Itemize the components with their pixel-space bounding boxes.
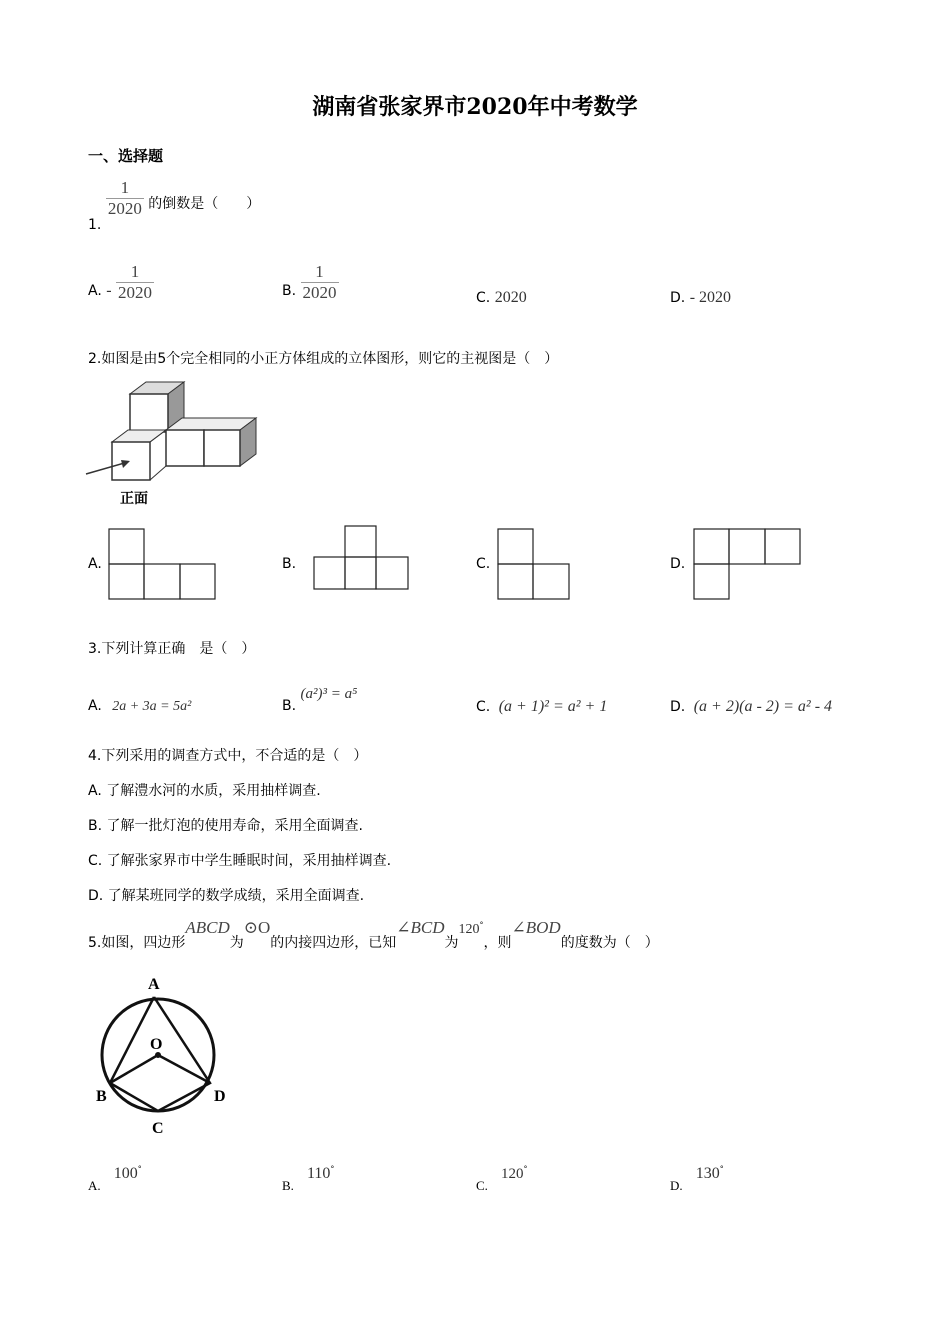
option-a[interactable]: A. 2a + 3a = 5a² [88, 698, 192, 714]
question-number: 2. [88, 351, 102, 367]
question-number: 1. [88, 216, 102, 233]
fraction: $\frac{1}{2020}$ [302, 262, 337, 302]
question-2 [88, 348, 558, 368]
circle-figure [92, 975, 242, 1140]
option-b[interactable]: B. $\frac{1}{2020}$ [282, 262, 337, 302]
option-b[interactable]: B. [282, 556, 297, 572]
option-a[interactable]: A. [88, 556, 102, 572]
option-a-figure [108, 528, 218, 602]
option-d-figure [693, 528, 805, 602]
point-label-d: D [214, 1088, 226, 1105]
question-1 [88, 178, 261, 233]
point-label-b: B [96, 1088, 107, 1105]
option-c-figure [497, 528, 573, 602]
option-c[interactable]: C. (a + 1)² = a² + 1 [476, 698, 608, 715]
option-c[interactable]: $_{C.}$ 120° [476, 1164, 528, 1193]
question-number: 4. [88, 748, 102, 764]
question-text: 如图是由5个完全相同的小正方体组成的立体图形，则它的主视图是（ ） [101, 351, 559, 367]
question-3 [88, 638, 255, 658]
question-number: 3. [88, 641, 102, 657]
option-a[interactable]: A. 了解澧水河的水质，采用抽样调查. [88, 783, 321, 799]
option-b-figure [313, 525, 411, 591]
option-c[interactable]: C. 了解张家界市中学生睡眠时间，采用抽样调查. [88, 853, 392, 869]
option-d[interactable]: D. - 2020 [670, 289, 732, 306]
option-c[interactable]: C. [476, 556, 491, 572]
option-d[interactable]: D. (a + 2)(a - 2) = a² - 4 [670, 698, 833, 715]
cube-figure [84, 378, 264, 510]
option-d[interactable]: $_{D.}$ 130° [670, 1164, 724, 1193]
option-a[interactable]: $_{A.}$ 100° [88, 1164, 142, 1193]
fraction: $\frac{1}{2020}$ [107, 178, 142, 218]
fraction: $\frac{1}{2020}$ [118, 262, 153, 302]
question-4 [88, 745, 367, 765]
point-label-c: C [152, 1120, 164, 1137]
point-label-a: A [148, 976, 160, 993]
option-b[interactable]: $_{B.}$ 110° [282, 1164, 335, 1193]
option-c[interactable]: C. 2020 [476, 289, 527, 306]
question-text: 下列采用的调查方式中，不合适的是（ ） [101, 748, 368, 764]
option-b[interactable]: B. 了解一批灯泡的使用寿命，采用全面调查. [88, 818, 363, 834]
front-label: 正面 [120, 491, 148, 507]
section-heading: 一、选择题 [88, 147, 164, 165]
question-number: 5. [88, 935, 102, 951]
option-d[interactable]: D. [670, 556, 686, 572]
option-d[interactable]: D. 了解某班同学的数学成绩，采用全面调查. [88, 888, 365, 904]
option-b[interactable]: B. (a²)³ = a⁵ [282, 686, 358, 714]
question-5: 5.如图，四边形ABCD为⊙O的内接四边形，已知∠BCD为120°，则∠BOD的度数为（ ） [88, 918, 659, 951]
question-text: 下列计算正确 是（ ） [101, 641, 256, 657]
option-a[interactable]: A. - $\frac{1}{2020}$ [88, 262, 153, 302]
question-text: 的倒数是（ ） [148, 195, 261, 212]
point-label-o: O [150, 1036, 163, 1053]
page-title: 湖南省张家界市2020年中考数学 [312, 94, 638, 120]
